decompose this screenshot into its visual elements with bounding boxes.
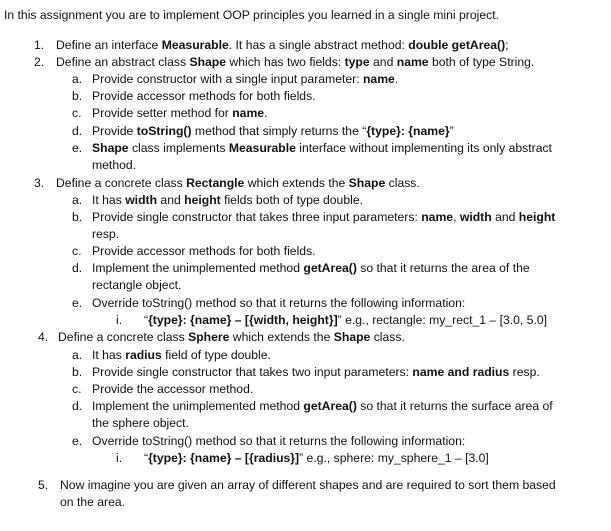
bold-term: {type}: {name} – [{radius}] xyxy=(148,451,300,465)
text-run: Provide accessor methods for both fields. xyxy=(92,89,316,103)
text-run: Implement the unimplemented method xyxy=(92,261,304,275)
item-marker: b. xyxy=(72,365,83,379)
item-text xyxy=(56,176,420,190)
item-text xyxy=(92,261,530,275)
bold-term: width xyxy=(125,193,158,207)
item-text xyxy=(92,348,271,362)
text-run: It has xyxy=(92,348,126,362)
text-run: and xyxy=(491,210,519,224)
item-text xyxy=(92,296,465,310)
text-run: so that it returns the surface area of xyxy=(356,399,553,413)
bold-term: {type}: {name} xyxy=(366,124,450,138)
bold-term: Shape xyxy=(333,330,371,344)
item-marker: c. xyxy=(72,106,82,120)
item-text xyxy=(92,382,253,396)
text-run: fields both of type double. xyxy=(220,193,363,207)
text-run: field of type double. xyxy=(161,348,271,362)
text-run: both of type String. xyxy=(428,55,535,69)
bold-term: name xyxy=(421,210,454,224)
item-text xyxy=(58,330,405,344)
text-run: on the area. xyxy=(60,495,126,509)
item-text xyxy=(92,365,540,379)
text-run: method that simply returns the “ xyxy=(191,124,367,138)
text-run: “ xyxy=(144,313,149,327)
text-run: ” e.g., sphere: my_sphere_1 – [3.0] xyxy=(299,451,489,465)
bold-term: name xyxy=(396,55,429,69)
bold-term: width xyxy=(459,210,492,224)
item-marker: e. xyxy=(72,296,83,310)
item-marker: i. xyxy=(116,451,123,465)
item-text xyxy=(92,434,465,448)
bold-term: name xyxy=(362,72,395,86)
bold-term: Measurable xyxy=(228,141,296,155)
bold-term: getArea() xyxy=(303,399,357,413)
item-text xyxy=(92,416,189,430)
item-text xyxy=(92,141,552,155)
text-run: class. xyxy=(385,176,420,190)
text-run: so that it returns the area of the xyxy=(356,261,530,275)
item-marker: c. xyxy=(72,244,82,258)
item-marker: i. xyxy=(116,313,123,327)
text-run: Provide single constructor that takes three input parameters: xyxy=(92,210,422,224)
bold-term: Shape xyxy=(189,55,227,69)
text-run: Override toString() method so that it returns the following information: xyxy=(92,296,466,310)
item-text xyxy=(92,227,119,241)
bold-term: {type}: {name} – [{width, height}] xyxy=(148,313,338,327)
item-text xyxy=(56,55,534,69)
bold-term: Shape xyxy=(348,176,386,190)
item-marker: d. xyxy=(72,399,83,413)
text-run: It has xyxy=(92,193,126,207)
text-run: . It has a single abstract method: xyxy=(228,38,409,52)
text-run: . xyxy=(264,106,268,120)
item-marker: b. xyxy=(72,89,83,103)
item-text xyxy=(60,495,125,509)
bold-term: Rectangle xyxy=(186,176,245,190)
item-text xyxy=(92,244,316,258)
text-run: and xyxy=(157,193,185,207)
text-run: class implements xyxy=(128,141,229,155)
item-marker: a. xyxy=(72,72,83,86)
item-text xyxy=(92,124,454,138)
bold-term: getArea() xyxy=(303,261,357,275)
text-run: ” xyxy=(449,124,454,138)
item-marker: d. xyxy=(72,124,83,138)
item-text xyxy=(92,106,267,120)
bold-term: Measurable xyxy=(161,38,229,52)
item-text xyxy=(92,89,316,103)
text-run: Override toString() method so that it returns the following information: xyxy=(92,434,466,448)
text-run: ; xyxy=(505,38,509,52)
text-run: Define an interface xyxy=(56,38,162,52)
item-marker: c. xyxy=(72,382,82,396)
item-text xyxy=(92,399,553,413)
bold-term: Shape xyxy=(92,141,129,155)
bold-term: toString() xyxy=(136,124,192,138)
text-run: Provide constructor with a single input parameter: xyxy=(92,72,363,86)
item-marker: a. xyxy=(72,348,83,362)
text-run: Provide accessor methods for both fields. xyxy=(92,244,316,258)
item-text xyxy=(92,278,181,292)
item-marker: 1. xyxy=(34,38,45,52)
item-marker: b. xyxy=(72,210,83,224)
item-text xyxy=(92,193,363,207)
item-marker: a. xyxy=(72,193,83,207)
text-run: Implement the unimplemented method xyxy=(92,399,304,413)
item-text xyxy=(92,158,136,172)
text-run: . xyxy=(394,72,399,86)
text-run: the sphere object. xyxy=(92,416,189,430)
item-marker: d. xyxy=(72,261,83,275)
text-run: and xyxy=(369,55,397,69)
item-marker: e. xyxy=(72,434,83,448)
text-run: “ xyxy=(144,451,149,465)
text-run: Provide single constructor that takes two input parameters: xyxy=(92,365,413,379)
item-text xyxy=(144,313,547,327)
text-run: Define a concrete class xyxy=(58,330,189,344)
text-run: ” e.g., rectangle: my_rect_1 – [3.0, 5.0] xyxy=(337,313,548,327)
text-run: Provide setter method for xyxy=(92,106,233,120)
text-run: Provide the accessor method. xyxy=(92,382,254,396)
text-run: which extends the xyxy=(244,176,349,190)
bold-term: radius xyxy=(125,348,162,362)
text-run: interface without implementing its only abstract xyxy=(295,141,552,155)
text-run: Now imagine you are given an array of different shapes and are required to sort them based xyxy=(60,478,556,492)
text-run: which has two fields: xyxy=(226,55,345,69)
item-text xyxy=(56,38,509,52)
item-text xyxy=(144,451,489,465)
item-text xyxy=(92,72,398,86)
item-marker: e. xyxy=(72,141,83,155)
bold-term: name xyxy=(232,106,265,120)
item-marker: 4. xyxy=(38,330,49,344)
bold-term: Sphere xyxy=(188,330,230,344)
text-run: resp. xyxy=(92,227,120,241)
item-marker: 2. xyxy=(34,55,45,69)
intro-text: In this assignment you are to implement OOP principles you learned in a single mini project. xyxy=(4,8,499,22)
text-run: resp. xyxy=(509,365,540,379)
text-run: which extends the xyxy=(229,330,334,344)
bold-term: height xyxy=(184,193,221,207)
text-run: method. xyxy=(92,158,137,172)
bold-term: type xyxy=(344,55,370,69)
item-marker: 5. xyxy=(38,478,49,492)
text-run: , xyxy=(453,210,460,224)
text-run: class. xyxy=(370,330,405,344)
bold-term: height xyxy=(518,210,556,224)
item-text xyxy=(60,478,556,492)
item-text xyxy=(92,210,555,224)
text-run: rectangle object. xyxy=(92,278,182,292)
bold-term: double getArea() xyxy=(408,38,506,52)
item-marker: 3. xyxy=(34,176,45,190)
text-run: Define a concrete class xyxy=(56,176,187,190)
bold-term: name and radius xyxy=(412,365,510,379)
text-run: Define an abstract class xyxy=(56,55,190,69)
text-run: Provide xyxy=(92,124,137,138)
